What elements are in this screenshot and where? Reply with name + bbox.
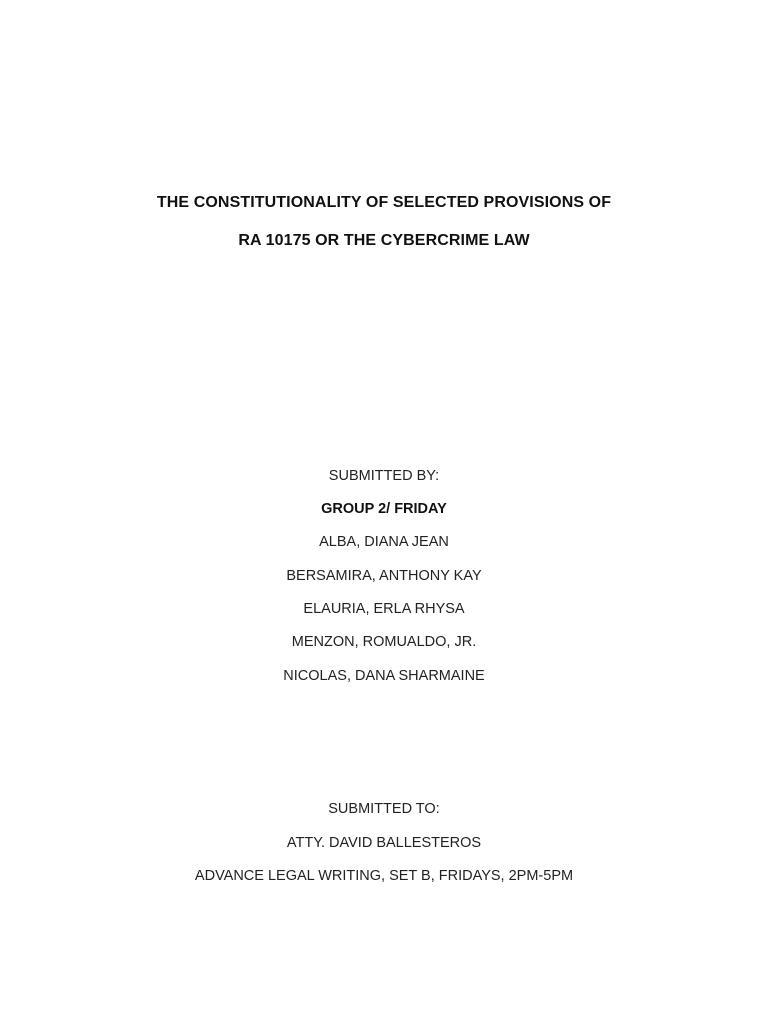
- member-name: NICOLAS, DANA SHARMAINE: [283, 668, 485, 684]
- submitted-to-label: SUBMITTED TO:: [328, 801, 440, 817]
- member-name: BERSAMIRA, ANTHONY KAY: [286, 568, 482, 584]
- submitted-by-label: SUBMITTED BY:: [328, 468, 440, 484]
- member-name: MENZON, ROMUALDO, JR.: [291, 634, 477, 650]
- member-name: ELAURIA, ERLA RHYSA: [303, 601, 465, 617]
- title-line-1: THE CONSTITUTIONALITY OF SELECTED PROVISIONS OF: [156, 194, 612, 211]
- course-info: ADVANCE LEGAL WRITING, SET B, FRIDAYS, 2PM-5PM: [194, 868, 574, 884]
- instructor-name: ATTY. DAVID BALLESTEROS: [286, 835, 482, 851]
- title-line-2: RA 10175 OR THE CYBERCRIME LAW: [238, 232, 530, 249]
- group-name: GROUP 2/ FRIDAY: [321, 501, 447, 517]
- member-name: ALBA, DIANA JEAN: [319, 534, 449, 550]
